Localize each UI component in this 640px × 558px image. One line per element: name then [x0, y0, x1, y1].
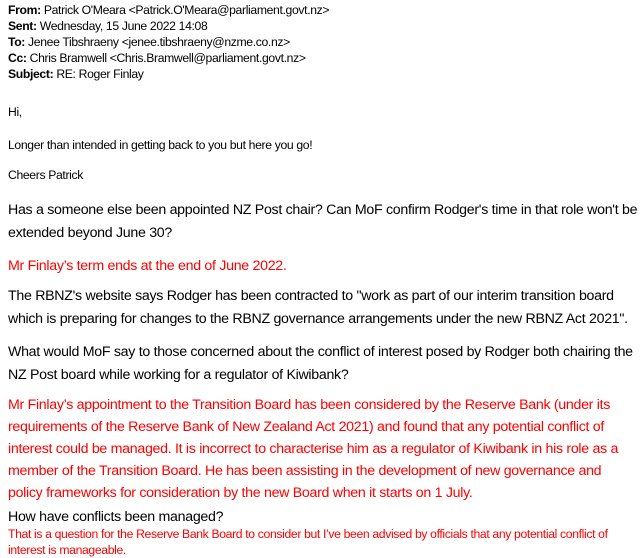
- greeting: Hi,: [8, 105, 22, 119]
- from-line: [8, 2, 638, 18]
- email-message: [8, 0, 638, 558]
- signoff: Cheers Patrick: [8, 168, 84, 182]
- email-header: [8, 0, 638, 82]
- to-label: To:: [8, 35, 25, 49]
- question-3: What would MoF say to those concerned about the conflict of interest posed by Rodger both chairing the NZ Post board while working for a regulator of Kiwibank?: [8, 344, 633, 383]
- to-line: [8, 34, 638, 50]
- answer-1: Mr Finlay’s term ends at the end of June 2022.: [8, 258, 287, 274]
- sent-label: Sent:: [8, 19, 37, 33]
- intro-text: Longer than intended in getting back to you but here you go!: [8, 138, 313, 152]
- cc-value: Chris Bramwell <Chris.Bramwell@parliament.govt.nz>: [29, 51, 306, 65]
- subject-value: RE: Roger Finlay: [56, 67, 144, 81]
- sent-value: Wednesday, 15 June 2022 14:08: [39, 19, 208, 33]
- answer-3: Mr Finlay’s appointment to the Transition Board has been considered by the Reserve Bank (under its requirements of the Reserve Bank of New Zealand Act 2021) and found that any potential conflict of interest could be managed. It is incorrect to characterise him as a regulator of Kiwibank in his role as a member of the Transition Board. He has been assisting in the development of new governance and policy frameworks for consideration by the new Board when it starts on 1 July.: [8, 397, 619, 501]
- sent-line: [8, 18, 638, 34]
- question-4: How have conflicts been managed?: [8, 509, 224, 525]
- to-value: Jenee Tibshraeny <jenee.tibshraeny@nzme.co.nz>: [28, 35, 290, 49]
- from-label: From:: [8, 3, 41, 17]
- subject-line: [8, 66, 638, 82]
- from-value: Patrick O'Meara <Patrick.O'Meara@parliament.govt.nz>: [43, 3, 330, 17]
- subject-label: Subject:: [8, 67, 54, 81]
- cc-line: [8, 50, 638, 66]
- email-body: [8, 104, 638, 558]
- answer-4: That is a question for the Reserve Bank Board to consider but I’ve been advised by officials that any potential conflict of interest is manageable.: [8, 527, 608, 557]
- question-2: The RBNZ's website says Rodger has been contracted to "work as part of our interim transition board which is preparing for changes to the RBNZ governance arrangements under the new RBNZ Act 2021".: [8, 288, 628, 327]
- cc-label: Cc:: [8, 51, 27, 65]
- question-1: Has a someone else been appointed NZ Post chair? Can MoF confirm Rodger's time in that role won't be extended beyond June 30?: [8, 202, 638, 241]
